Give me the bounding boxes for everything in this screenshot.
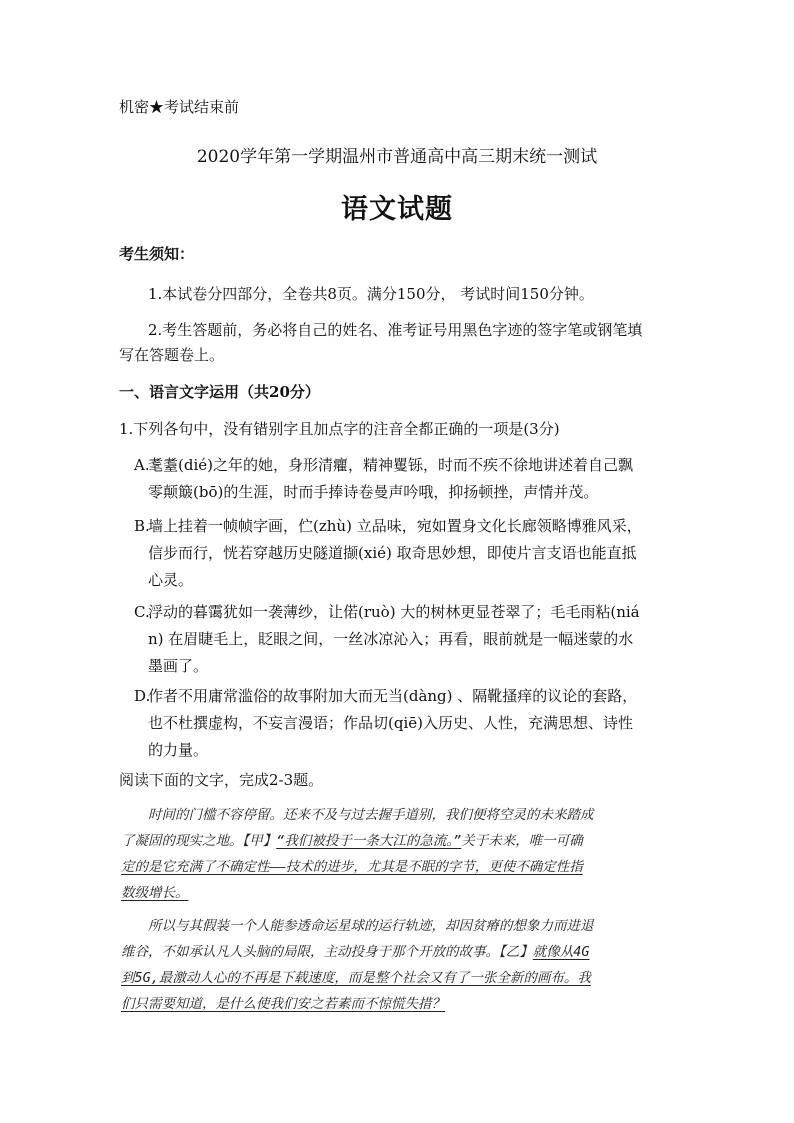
option-d-line2: 也不杜撰虚构，不妄言漫语；作品切(qiē)入历史、人性，充满思想、诗性	[148, 714, 633, 732]
option-d	[134, 683, 674, 764]
passage-p1-underlined-quote: “我们被投于一条大江的急流。”	[276, 833, 462, 849]
option-a	[134, 452, 674, 506]
notice-item-2-line2: 写在答题卷上。	[119, 346, 225, 364]
passage-p1-line2	[121, 828, 681, 854]
passage-p2-line2-text: 维谷，不如承认凡人头脑的局限，主动投身于那个开放的故事。【乙】	[121, 944, 533, 960]
option-c	[134, 599, 674, 680]
option-b-label: B.	[134, 517, 150, 535]
exam-title: 2020学年第一学期温州市普通高中高三期末统一测试	[196, 147, 598, 167]
confidential-mark: 机密★考试结束前	[119, 98, 240, 116]
option-c-label: C.	[134, 603, 150, 621]
option-b	[134, 513, 674, 594]
passage-p1-line4: 数级增长。	[121, 885, 189, 901]
option-a-line2: 零颠簸(bō)的生涯，时而手捧诗卷曼声吟哦，抑扬顿挫，声情并茂。	[148, 483, 599, 501]
option-c-line3: 墨画了。	[148, 657, 209, 675]
section1-heading: 一、语言文字运用（共20分）	[119, 383, 320, 401]
option-a-line1: 耄耋(dié)之年的她，身形清癯，精神矍铄，时而不疾不徐地讲述着自己飘	[148, 456, 633, 474]
option-b-line1: 墙上挂着一帧帧字画，伫(zhù) 立品味，宛如置身文化长廊领略博雅风采，	[148, 517, 642, 535]
reading-prompt: 阅读下面的文字，完成2-3题。	[119, 771, 324, 789]
option-c-line2: n) 在眉睫毛上，眨眼之间，一丝冰凉沁入；再看，眼前就是一幅迷蒙的水	[148, 630, 634, 648]
passage-p1-line2-tail: 关于未来，唯一可确	[461, 833, 583, 849]
option-a-label: A.	[134, 456, 150, 474]
notice-item-2-line1: 2.考生答题前，务必将自己的姓名、准考证号用黑色字迹的签字笔或钢笔填	[148, 321, 643, 339]
passage-p2-line3: 到5G,最激动人心的不再是下载速度，而是整个社会又有了一张全新的画布。我	[121, 970, 591, 986]
passage-p1-line3: 定的是它充满了不确定性——技术的进步，尤其是不眠的字节，更使不确定性指	[121, 859, 583, 875]
passage-p2-underlined-start: 就像从4G	[532, 944, 590, 960]
passage-p1-line2-text: 了凝固的现实之地。【甲】	[121, 833, 277, 849]
notice-item-1: 1.本试卷分四部分，全卷共8页。满分150分， 考试时间150分钟。	[148, 285, 594, 303]
option-d-line3: 的力量。	[148, 741, 209, 759]
passage-p2-line2	[121, 939, 681, 965]
option-b-line2: 信步而行，恍若穿越历史隧道撷(xié) 取奇思妙想，即使片言支语也能直抵	[148, 544, 637, 562]
passage-p1-line1: 时间的门槛不容停留。还来不及与过去握手道别，我们便将空灵的未来踏成	[148, 807, 594, 823]
notice-heading: 考生须知：	[119, 245, 195, 263]
question1-stem: 1.下列各句中，没有错别字且加点字的注音全都正确的一项是(3分)	[119, 420, 560, 438]
subject-title: 语文试题	[341, 194, 453, 225]
option-d-line1: 作者不用庸常滥俗的故事附加大而无当(dàng) 、隔靴搔痒的议论的套路，	[148, 687, 638, 705]
passage-p2-line4: 们只需要知道，是什么使我们安之若素而不惊慌失措？	[121, 996, 445, 1012]
passage-paragraph-2	[121, 913, 681, 1017]
option-b-line3: 心灵。	[148, 571, 194, 589]
option-c-line1: 浮动的暮霭犹如一袭薄纱，让偌(ruò) 大的树林更显苍翠了；毛毛雨粘(niá	[148, 603, 640, 621]
passage-paragraph-1	[121, 802, 681, 906]
option-d-label: D.	[134, 687, 151, 705]
passage-p2-line1: 所以与其假装一个人能参透命运星球的运行轨迹，却因贫瘠的想象力而进退	[148, 918, 594, 934]
